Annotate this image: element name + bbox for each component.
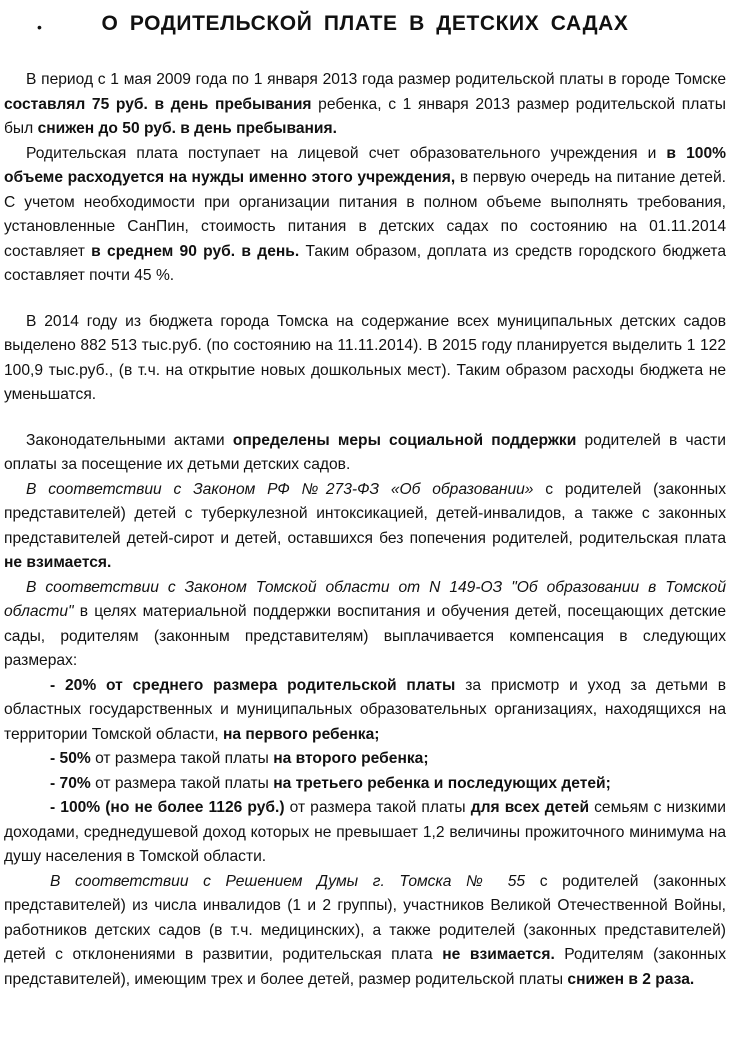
paragraph-fee-usage: Родительская плата поступает на лицевой счет образовательного учреждения и в 100% объеме расходуется на нужды именно этого учреждения, в первую очередь на питание детей. С учетом необходимости при организации питания в полном объеме выполнять требования, установленные СанПин, стоимость питания в детских садах по состоянию на 01.11.2014 составляет в среднем 90 руб. в день. Таким образом, доплата из средств городского бюджета составляет почти 45 %.	[4, 144, 727, 284]
list-item-compensation-50: - 50% от размера такой платы на второго ребенка;	[50, 750, 429, 767]
paragraph-fee-history: В период с 1 мая 2009 года по 1 января 2013 года размер родительской платы в городе Томске составлял 75 руб. в день пребывания ребенка, с 1 января 2013 размер родительской платы был снижен до 50 руб. в день пребывания.	[4, 71, 726, 137]
spacer	[4, 289, 726, 310]
list-item-compensation-100: - 100% (но не более 1126 руб.) от размера такой платы для всех детей семьям с низкими доходами, среднедушевой доход которых не превышает 1,2 величины прожиточного минимума на душу населения в Томской области.	[4, 799, 726, 865]
document-title: О РОДИТЕЛЬСКОЙ ПЛАТЕ В ДЕТСКИХ САДАХ	[101, 12, 629, 35]
paragraph-budget: В 2014 году из бюджета города Томска на содержание всех муниципальных детских садов выделено 882 513 тыс.руб. (по состоянию на 11.11.2014). В 2015 году планируется выделить 1 122 100,9 тыс.руб., (в т.ч. на открытие новых дошкольных мест). Таким образом расходы бюджета не уменьшатся.	[4, 312, 726, 403]
list-item-compensation-70: - 70% от размера такой платы на третьего ребенка и последующих детей;	[50, 774, 611, 792]
document-body	[4, 68, 726, 992]
paragraph-regional-law: В соответствии с Законом Томской области от N 149-ОЗ "Об образовании в Томской области" в целях материальной поддержки воспитания и обучения детей, посещающих детские сады, родителям (законным представителям) выплачивается компенсация в следующих размерах:	[4, 578, 726, 669]
list-item-compensation-20: - 20% от среднего размера родительской платы за присмотр и уход за детьми в областных государственных и муниципальных образовательных организациях, находящихся на территории Томской области, на первого ребенка;	[4, 676, 727, 743]
spacer	[4, 408, 726, 429]
paragraph-social-support: Законодательными актами определены меры социальной поддержки родителей в части оплаты за посещение их детьми детских садов.	[4, 431, 726, 473]
bullet-mark: •	[37, 19, 42, 35]
paragraph-city-decision: В соответствии с Решением Думы г. Томска № 55 с родителей (законных представителей) из числа инвалидов (1 и 2 группы), участников Великой Отечественной Войны, работников детских садов (в т.ч. медицинских), а также родителей (законных представителей) детей с отклонениями в развитии, родительская плата не взимается. Родителям (законных представителей), имеющим трех и более детей, размер родительской платы снижен в 2 раза.	[4, 872, 727, 988]
paragraph-federal-law: В соответствии с Законом РФ №273-ФЗ «Об образовании» с родителей (законных представителей) детей с туберкулезной интоксикацией, детей-инвалидов, а также с законных представителей детей-сирот и детей, оставшихся без попечения родителей, родительская плата не взимается.	[4, 480, 726, 571]
